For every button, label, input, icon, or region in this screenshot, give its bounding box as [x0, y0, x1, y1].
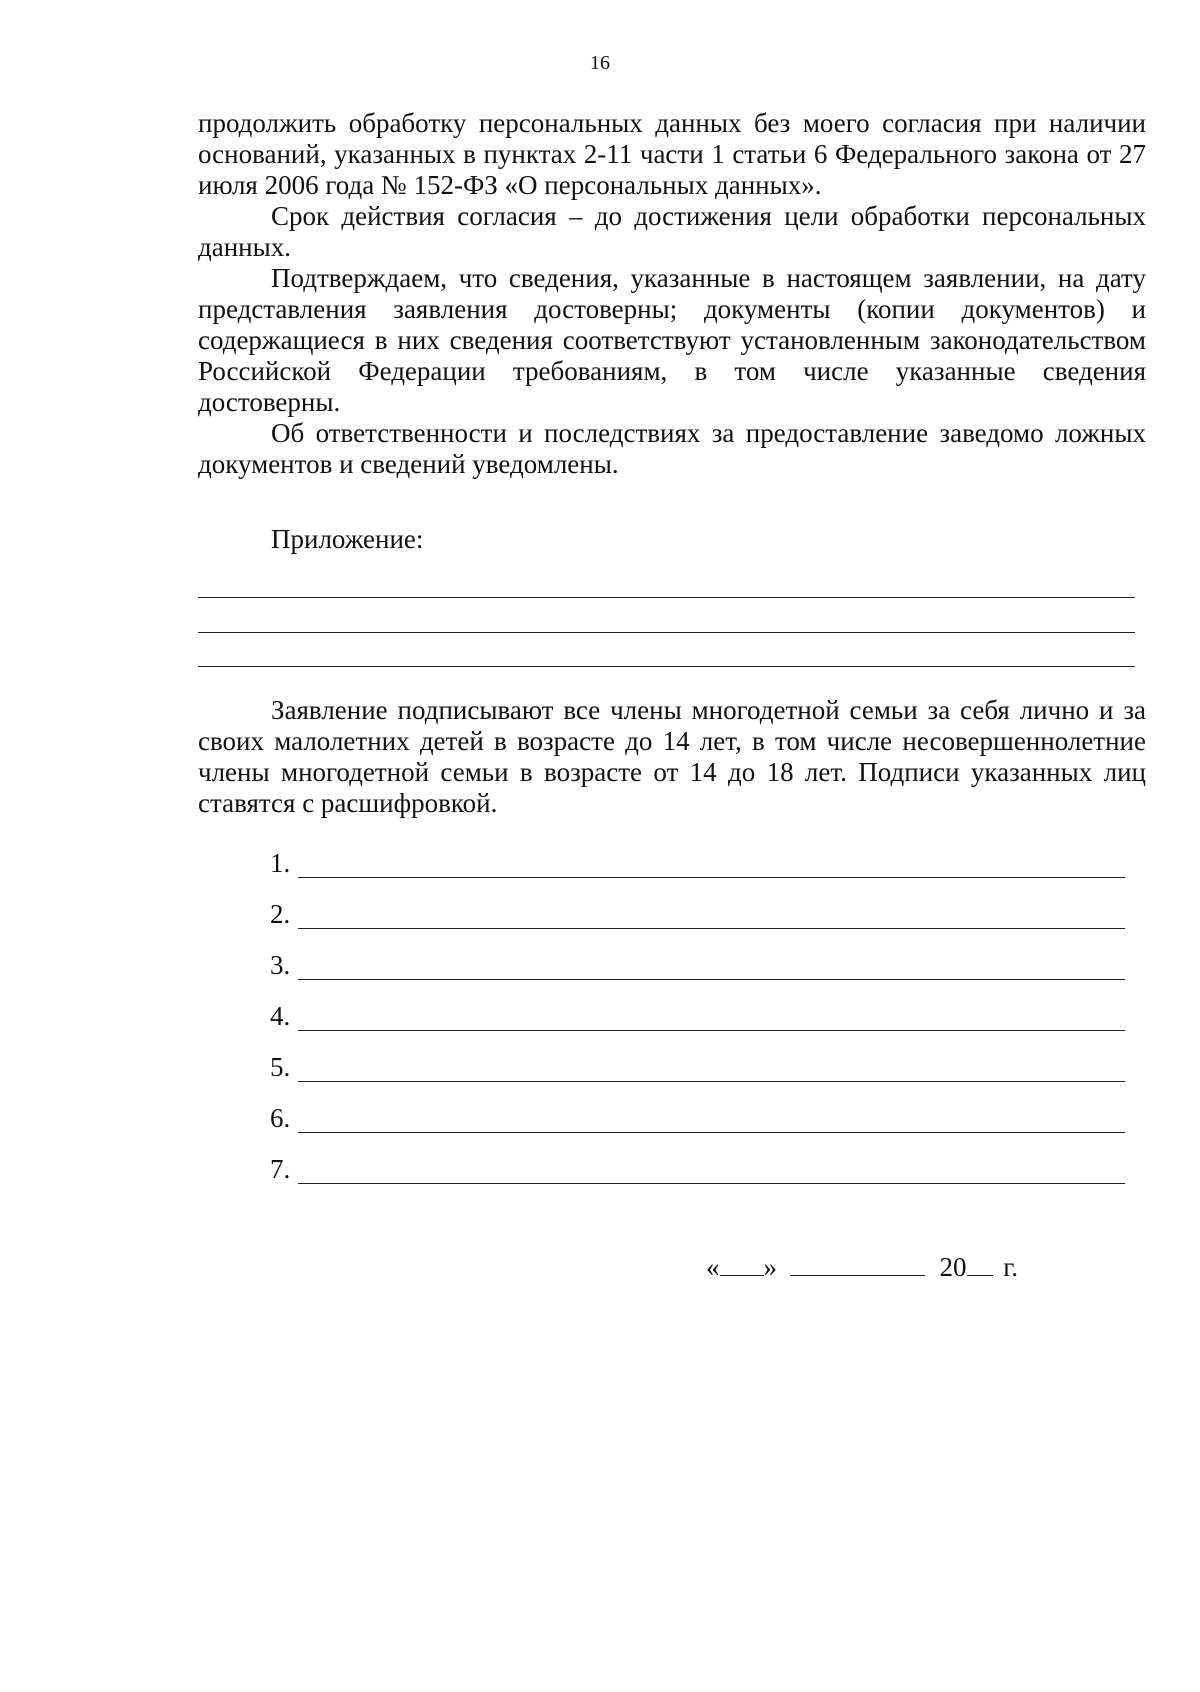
attachment-line-3[interactable] — [198, 666, 1135, 667]
signature-line[interactable] — [298, 979, 1125, 980]
signature-line[interactable] — [298, 1030, 1125, 1031]
page-number: 16 — [590, 52, 610, 74]
paragraph-signing-rules: Заявление подписывают все члены многодетной семьи за себя лично и за своих малолетних детей в возрасте до 14 лет, в том числе несовершеннолетние члены многодетной семьи в возрасте от 14 до 18 лет. Подписи указанных лиц ставятся с расшифровкой. — [198, 695, 1146, 818]
attachment-line-2[interactable] — [198, 632, 1135, 633]
attachment-section — [198, 524, 1146, 555]
date-close-quote: » — [763, 1252, 777, 1282]
attachment-label: Приложение: — [271, 524, 424, 554]
date-month-blank[interactable] — [790, 1251, 925, 1276]
signature-line[interactable] — [298, 1132, 1125, 1133]
signature-number: 3. — [270, 950, 291, 980]
signature-number: 1. — [270, 848, 291, 878]
date-field — [706, 1250, 1018, 1284]
paragraph-confirmation: Подтверждаем, что сведения, указанные в настоящем заявлении, на дату представления заявления достоверны; документы (копии документов) и содержащиеся в них сведения соответствуют установленным законодательством Российской Федерации требованиям, в том числе указанные сведения достоверны. — [198, 263, 1146, 417]
signature-line[interactable] — [298, 877, 1125, 878]
date-year-prefix: 20 — [939, 1252, 967, 1282]
signing-instructions — [198, 695, 1146, 819]
signature-line[interactable] — [298, 928, 1125, 929]
date-day-blank[interactable] — [720, 1251, 764, 1276]
date-year-suffix: г. — [1003, 1252, 1019, 1282]
signature-line[interactable] — [298, 1183, 1125, 1184]
signature-number: 6. — [270, 1103, 291, 1133]
signature-number: 7. — [270, 1154, 291, 1184]
signature-line[interactable] — [298, 1081, 1125, 1082]
paragraph-consent-term: Срок действия согласия – до достижения цели обработки персональных данных. — [198, 201, 1146, 262]
signature-number: 5. — [270, 1052, 291, 1082]
date-open-quote: « — [706, 1252, 720, 1282]
paragraph-consent-continuation: продолжить обработку персональных данных без моего согласия при наличии оснований, указанных в пунктах 2-11 части 1 статьи 6 Федерального закона от 27 июля 2006 года № 152-ФЗ «О персональных данных». — [198, 108, 1146, 200]
body-text-top — [198, 108, 1146, 480]
signature-number: 2. — [270, 899, 291, 929]
attachment-line-1[interactable] — [198, 597, 1135, 598]
paragraph-responsibility: Об ответственности и последствиях за предоставление заведомо ложных документов и сведений уведомлены. — [198, 418, 1146, 479]
signature-number: 4. — [270, 1001, 291, 1031]
date-year-blank[interactable] — [967, 1251, 993, 1276]
